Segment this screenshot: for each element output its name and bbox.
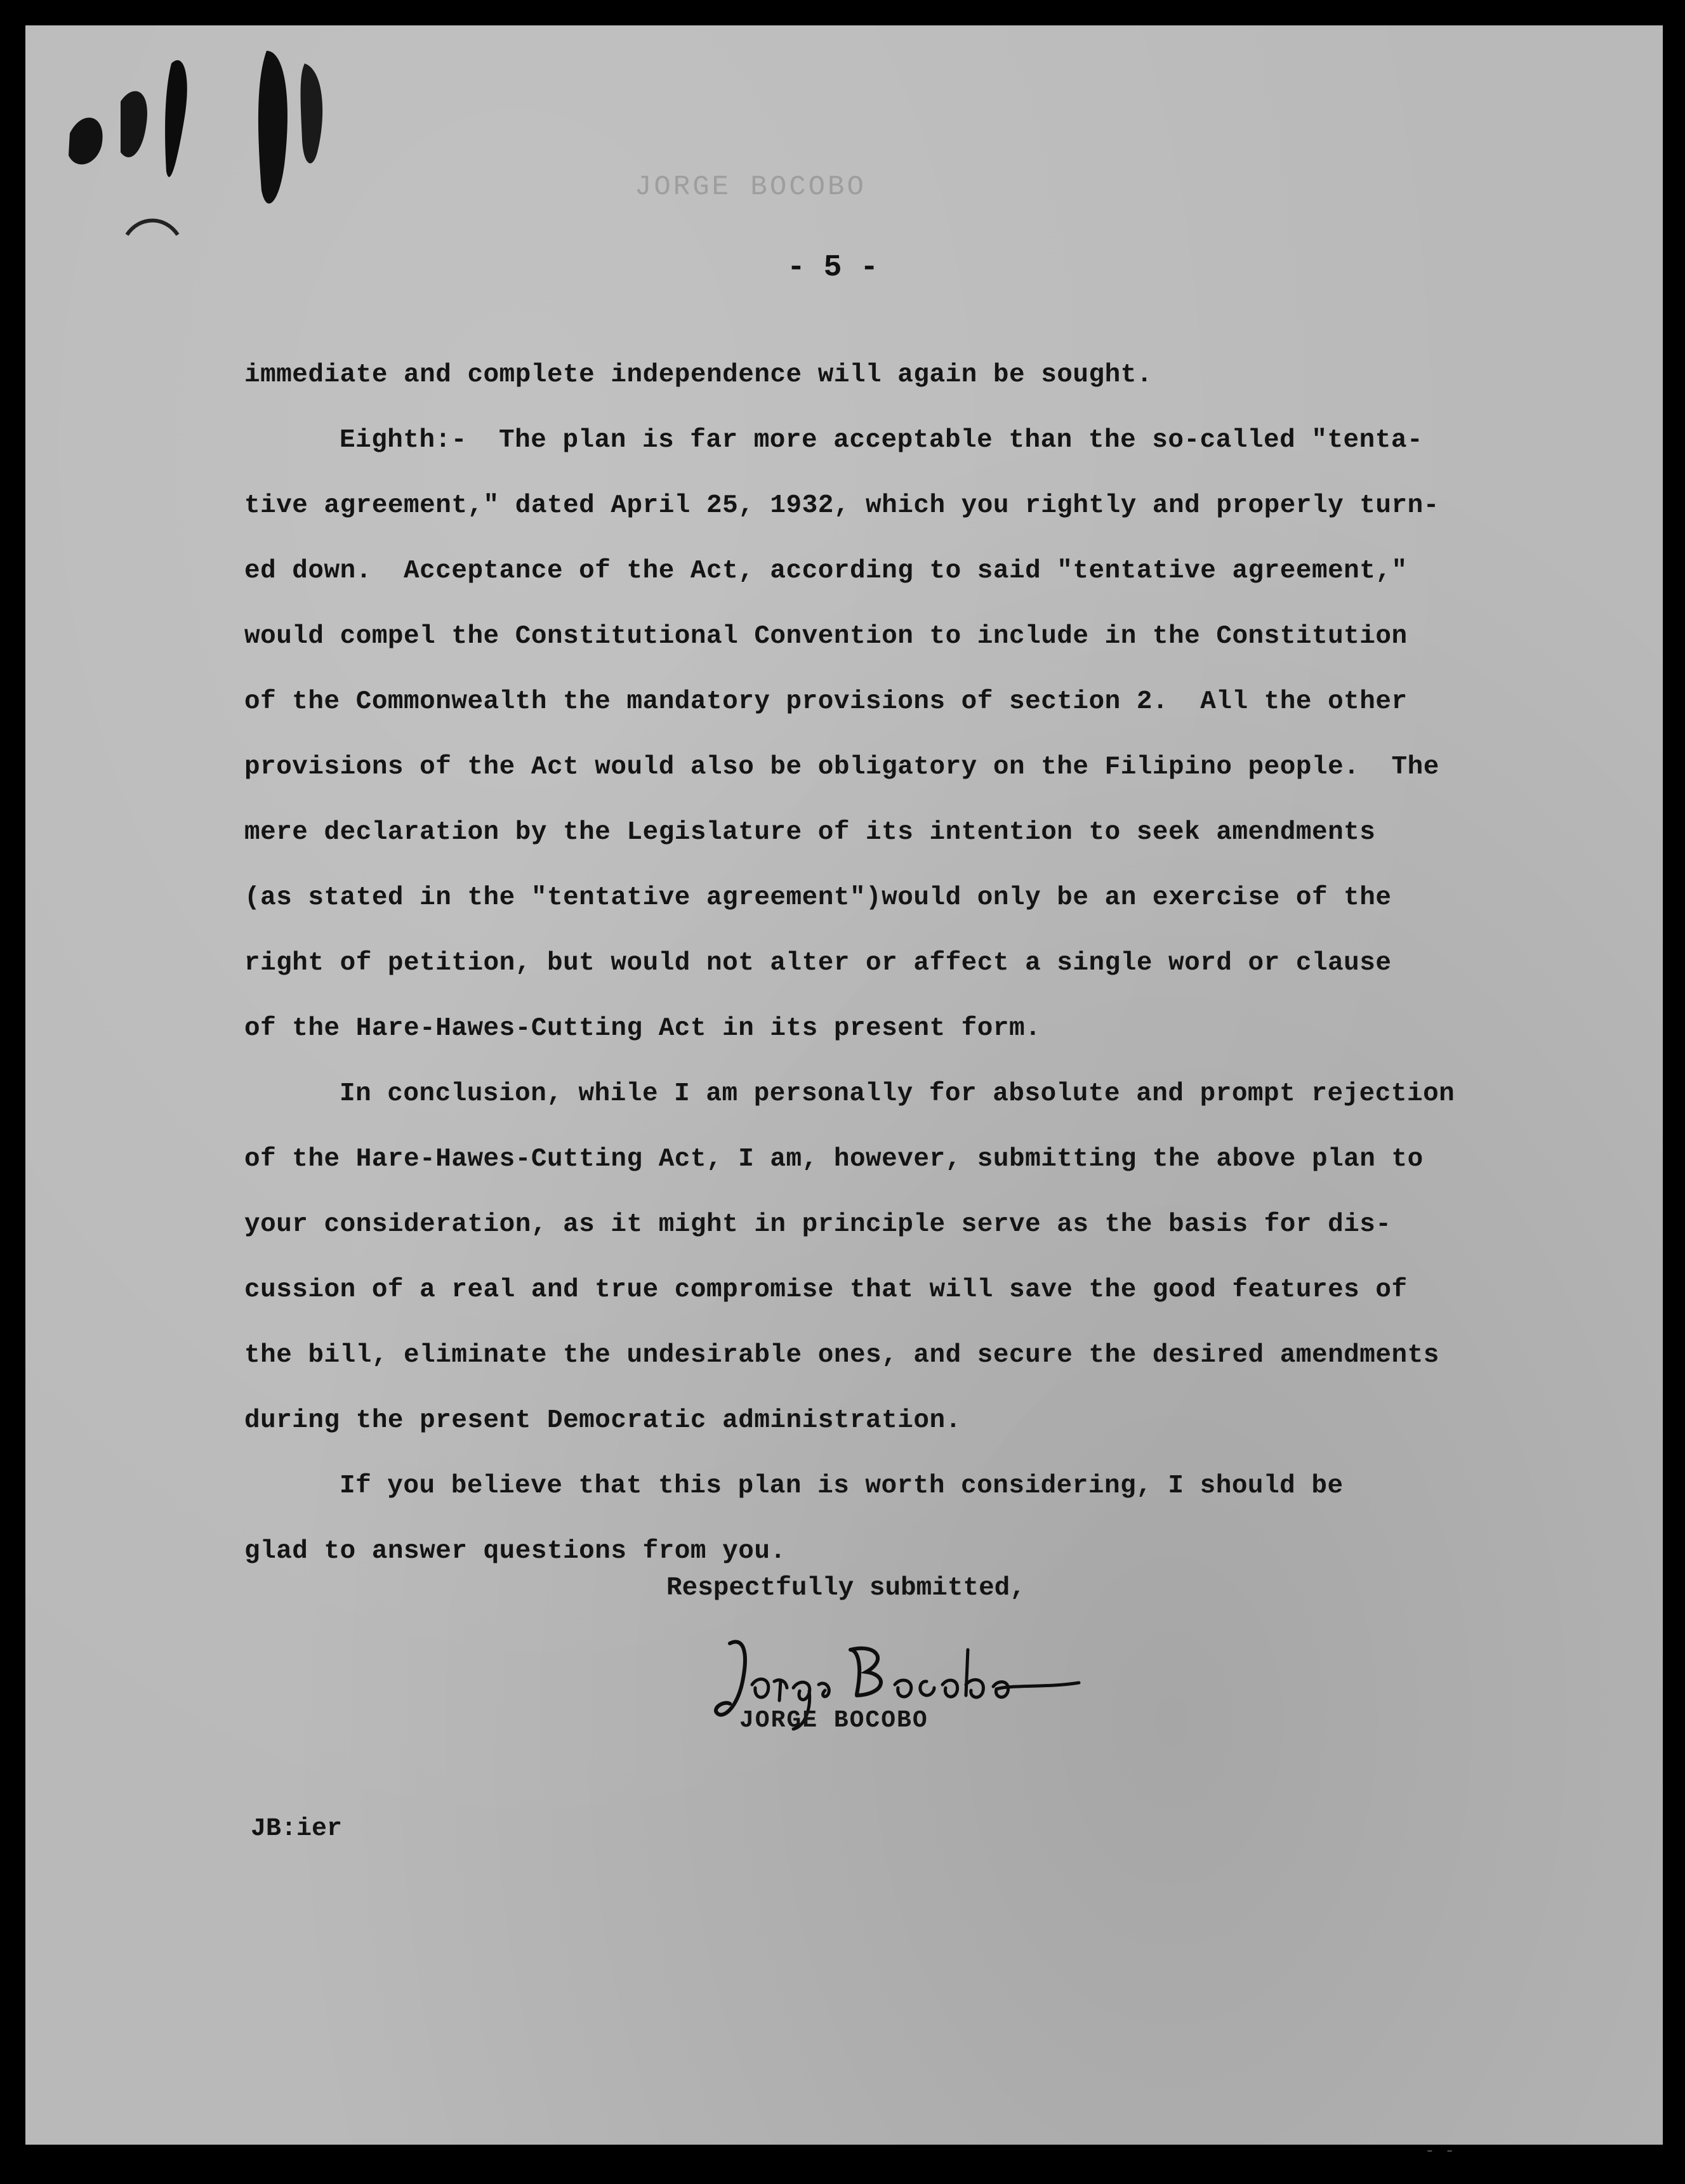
text-line: In conclusion, while I am personally for absolute and prompt rejection (340, 1079, 1455, 1108)
text-line: If you believe that this plan is worth considering, I should be (340, 1471, 1344, 1501)
text-line: cussion of a real and true compromise that will save the good features of (244, 1275, 1408, 1305)
typist-initials: JB:ier (251, 1815, 343, 1843)
letter-body (244, 343, 1501, 1584)
text-line: provisions of the Act would also be obligatory on the Filipino people. The (244, 753, 1439, 782)
text-line: immediate and complete independence will again be sought. (244, 360, 1153, 390)
text-line: mere declaration by the Legislature of its intention to seek amendments (244, 818, 1376, 847)
text-line: during the present Democratic administration. (244, 1406, 961, 1435)
text-line: Eighth:- The plan is far more acceptable than the so-called "tenta- (340, 426, 1424, 455)
text-line: of the Hare-Hawes-Cutting Act, I am, however, submitting the above plan to (244, 1145, 1424, 1174)
text-line: of the Hare-Hawes-Cutting Act in its present form. (244, 1014, 1041, 1043)
text-line: the bill, eliminate the undesirable ones, and secure the desired amendments (244, 1341, 1439, 1370)
text-line: of the Commonwealth the mandatory provisions of section 2. All the other (244, 687, 1408, 716)
edge-mark: - - (1425, 2141, 1455, 2161)
text-line: glad to answer questions from you. (244, 1537, 786, 1566)
signer-name: JORGE BOCOBO (739, 1707, 928, 1734)
closing-salutation: Respectfully submitted, (666, 1574, 1026, 1603)
text-line: right of petition, but would not alter or affect a single word or clause (244, 949, 1392, 978)
text-line: (as stated in the "tentative agreement")would only be an exercise of the (244, 883, 1392, 912)
text-line: your consideration, as it might in principle serve as the basis for dis- (244, 1210, 1392, 1239)
text-line: would compel the Constitutional Convention to include in the Constitution (244, 622, 1408, 651)
ink-blot-mark (25, 25, 355, 254)
faint-bleed-through-header: JORGE BOCOBO (635, 171, 866, 203)
page-number: - 5 - (787, 251, 879, 285)
text-line: ed down. Acceptance of the Act, according to said "tentative agreement," (244, 556, 1408, 586)
text-line: tive agreement," dated April 25, 1932, which you rightly and properly turn- (244, 491, 1439, 520)
